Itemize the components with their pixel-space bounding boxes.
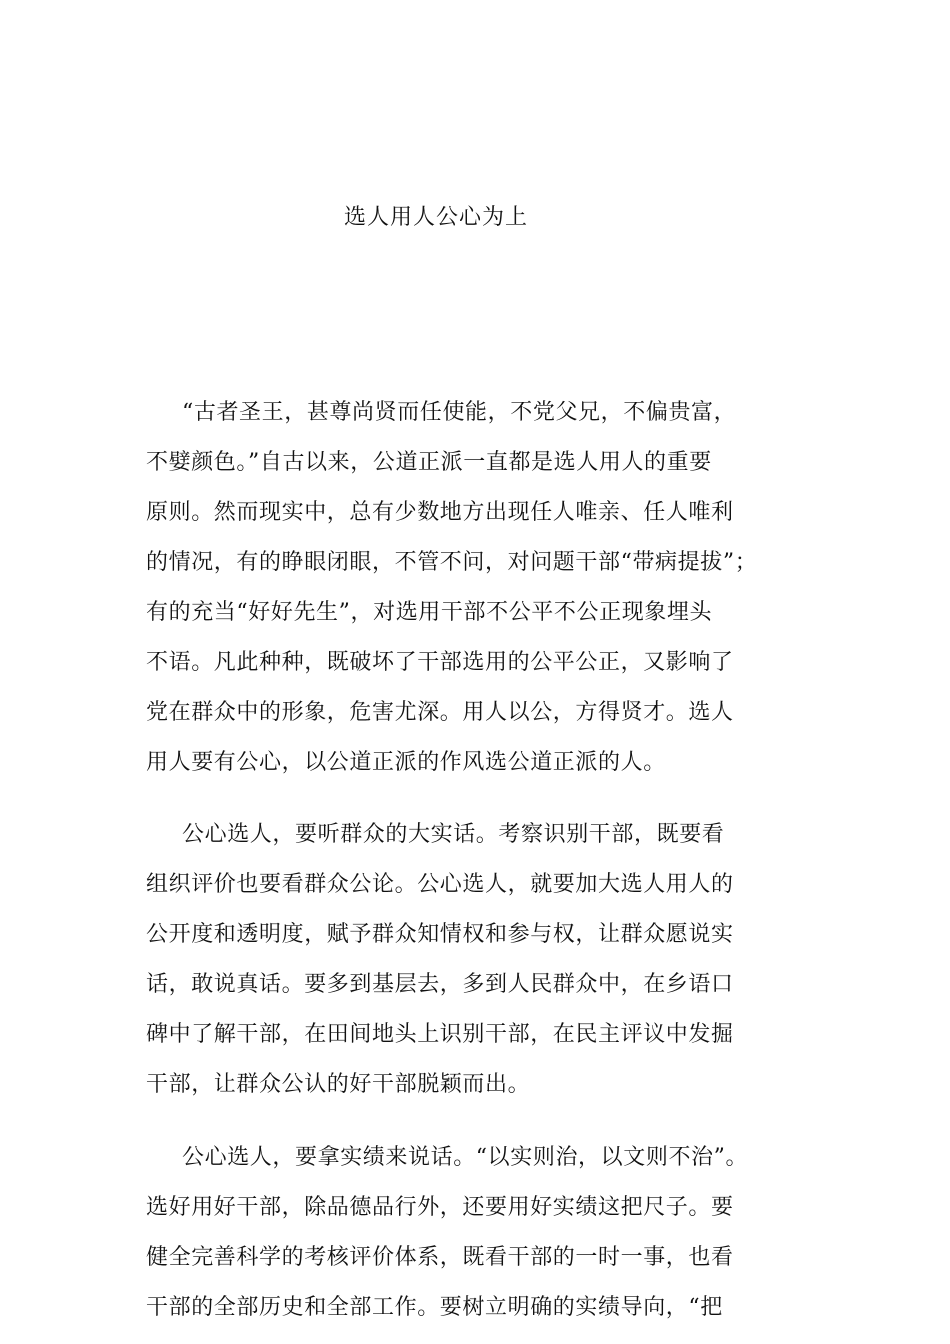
- paragraph-line: 公开度和透明度，赋予群众知情权和参与权，让群众愿说实: [146, 922, 734, 947]
- paragraph-line: 有的充当“好好先生”，对选用干部不公平不公正现象埋头: [146, 600, 713, 625]
- paragraph-line: 的情况，有的睁眼闭眼，不管不问，对问题干部“带病提拔”；: [146, 550, 758, 575]
- paragraph-line: 选好用好干部，除品德品行外，还要用好实绩这把尺子。要: [146, 1195, 734, 1220]
- paragraph-line: 原则。然而现实中，总有少数地方出现任人唯亲、任人唯利: [146, 500, 734, 525]
- paragraph-line: 健全完善科学的考核评价体系，既看干部的一时一事，也看: [146, 1245, 734, 1270]
- paragraph-line: 不嬖颜色。”自古以来，公道正派一直都是选人用人的重要: [146, 450, 712, 475]
- paragraph-line: 用人要有公心，以公道正派的作风选公道正派的人。: [146, 750, 666, 775]
- paragraph-line: 公心选人，要拿实绩来说话。“以实则治，以文则不治”。: [182, 1145, 749, 1170]
- paragraph-line: 党在群众中的形象，危害尤深。用人以公，方得贤才。选人: [146, 700, 734, 725]
- paragraph-line: 公心选人，要听群众的大实话。考察识别干部，既要看: [182, 822, 725, 847]
- paragraph-3: [146, 1133, 846, 1333]
- paragraph-line: 干部，让群众公认的好干部脱颖而出。: [146, 1072, 531, 1097]
- paragraph-line: “古者圣王，甚尊尚贤而任使能，不党父兄，不偏贵富，: [182, 400, 737, 425]
- paragraph-line: 碑中了解干部，在田间地头上识别干部，在民主评议中发掘: [146, 1022, 734, 1047]
- paragraph-1: [146, 388, 846, 788]
- paragraph-line: 不语。凡此种种，既破坏了干部选用的公平公正，又影响了: [146, 650, 734, 675]
- paragraph-line: 干部的全部历史和全部工作。要树立明确的实绩导向，“把: [146, 1295, 723, 1320]
- document-title: 选人用人公心为上: [343, 205, 528, 230]
- paragraph-line: 组织评价也要看群众公论。公心选人，就要加大选人用人的: [146, 872, 734, 897]
- paragraph-2: [146, 810, 846, 1110]
- paragraph-line: 话，敢说真话。要多到基层去，多到人民群众中，在乡语口: [146, 972, 734, 997]
